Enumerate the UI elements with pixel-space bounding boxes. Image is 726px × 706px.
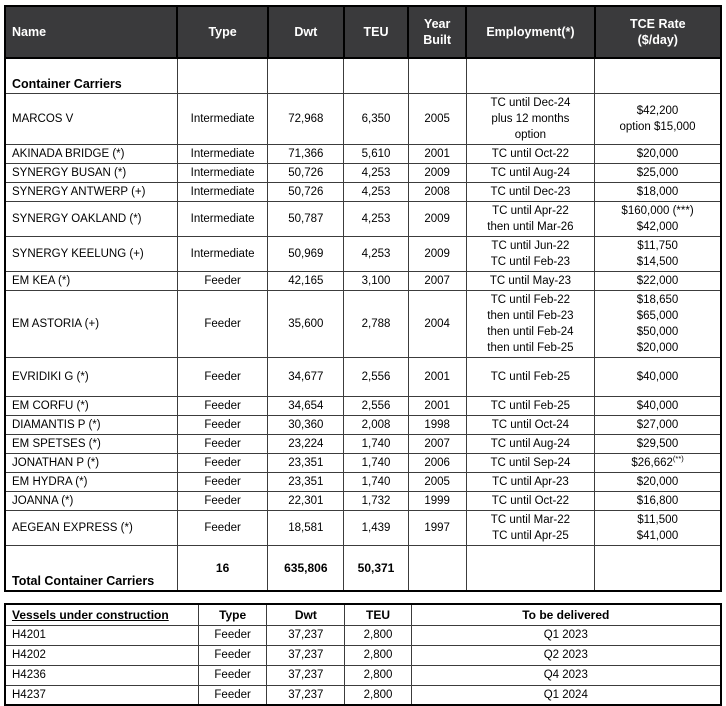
cell-text: $26,662 [631,456,673,469]
cell-line: option [514,128,547,141]
cell-type: Intermediate [177,163,267,182]
cell-teu: 4,253 [344,182,408,201]
cell-tce [595,545,721,591]
table-row [5,163,721,182]
cell-name: DIAMANTIS P (*) [5,415,177,434]
cell-name: H4202 [5,645,199,665]
cell-type: Feeder [199,625,267,645]
cell-name: Total Container Carriers [5,545,177,591]
table-row [5,625,721,645]
cell-name: JOANNA (*) [5,491,177,510]
cell-tce [595,236,721,271]
cell-line: TC until Mar-22 [490,513,571,526]
table-row [5,271,721,290]
cell-tce: $20,000 [595,472,721,491]
cell-teu: 2,556 [344,396,408,415]
cell-name: JONATHAN P (*) [5,453,177,472]
cell-teu: 1,732 [344,491,408,510]
cell-name: Container Carriers [5,58,177,93]
col-header-teu: TEU [344,6,408,58]
table-row [5,685,721,705]
cell-type [177,58,267,93]
table-row [5,396,721,415]
cell-employment [466,545,594,591]
cell-teu: 2,800 [345,645,411,665]
cell-line: $14,500 [636,255,679,268]
cell-type: Intermediate [177,236,267,271]
cell-type: Feeder [199,645,267,665]
cell-line: option $15,000 [619,120,696,133]
cell-type: Intermediate [177,201,267,236]
cell-dwt: 30,360 [268,415,344,434]
cell-line: then until Mar-26 [487,220,574,233]
cell-name: EM KEA (*) [5,271,177,290]
cell-tce: $25,000 [595,163,721,182]
cell-type: Feeder [177,357,267,396]
table-row [5,93,721,144]
cell-year: 2001 [408,396,466,415]
cell-name: SYNERGY ANTWERP (+) [5,182,177,201]
cell-delivery: Q1 2023 [411,625,721,645]
cell-name: H4201 [5,625,199,645]
cell-year: 2008 [408,182,466,201]
cell-employment: TC until Aug-24 [466,434,594,453]
cell-employment: TC until Feb-25 [466,396,594,415]
cell-dwt: 23,351 [268,453,344,472]
cell-tce [595,290,721,357]
cell-line: then until Feb-24 [487,325,574,338]
cell-teu: 4,253 [344,201,408,236]
cell-type: Feeder [177,453,267,472]
cell-teu [344,58,408,93]
cell-dwt [268,58,344,93]
cell-type: Feeder [177,271,267,290]
col-header-name: Vessels under construction [5,604,199,625]
cell-employment: TC until Apr-23 [466,472,594,491]
cell-tce [595,201,721,236]
cell-employment: TC until May-23 [466,271,594,290]
cell-type: Feeder [199,665,267,685]
table-row [5,434,721,453]
cell-year: 2007 [408,434,466,453]
table-row [5,472,721,491]
cell-line: Built [423,33,452,47]
cell-employment: TC until Feb-25 [466,357,594,396]
cell-dwt: 50,787 [268,201,344,236]
cell-line: $11,750 [637,239,678,252]
fleet-table [4,5,722,592]
table-spacer [4,592,722,603]
cell-tce: $20,000 [595,144,721,163]
cell-year: 2001 [408,144,466,163]
cell-line: then until Feb-25 [487,341,574,354]
cell-year: 1999 [408,491,466,510]
cell-dwt: 23,224 [268,434,344,453]
cell-type: Feeder [177,491,267,510]
cell-year: 2004 [408,290,466,357]
fleet-table-header [5,6,721,58]
cell-line: then until Feb-23 [487,309,574,322]
table-row [5,201,721,236]
cell-year: 2005 [408,472,466,491]
cell-tce [595,58,721,93]
cell-teu: 2,788 [344,290,408,357]
cell-line: Year [423,17,451,31]
cell-teu: 2,008 [344,415,408,434]
col-header-type: Type [199,604,267,625]
cell-name: AEGEAN EXPRESS (*) [5,510,177,545]
cell-teu: 5,610 [344,144,408,163]
cell-teu: 50,371 [344,545,408,591]
cell-teu: 2,800 [345,685,411,705]
cell-name: EM SPETSES (*) [5,434,177,453]
cell-employment [466,236,594,271]
cell-line: $160,000 (***) [621,204,694,217]
cell-dwt: 34,654 [268,396,344,415]
cell-line: TC until Feb-22 [490,293,571,306]
header-row [5,6,721,58]
cell-name: EM HYDRA (*) [5,472,177,491]
col-header-dwt: Dwt [268,6,344,58]
cell-name: MARCOS V [5,93,177,144]
cell-line: plus 12 months [491,112,570,125]
cell-employment: TC until Dec-23 [466,182,594,201]
cell-tce: $29,500 [595,434,721,453]
cell-name: H4237 [5,685,199,705]
col-header-type: Type [177,6,267,58]
cell-tce: $16,800 [595,491,721,510]
cell-line: TC until Jun-22 [491,239,570,252]
cell-year: 2009 [408,236,466,271]
cell-type: Feeder [199,685,267,705]
cell-dwt: 37,237 [267,665,345,685]
cell-name: EM CORFU (*) [5,396,177,415]
cell-type: Intermediate [177,93,267,144]
table-row [5,236,721,271]
cell-year: 1997 [408,510,466,545]
cell-line: TCE Rate [630,17,686,31]
cell-dwt: 50,969 [268,236,344,271]
cell-employment: TC until Sep-24 [466,453,594,472]
cell-name: SYNERGY KEELUNG (+) [5,236,177,271]
cell-type: Intermediate [177,144,267,163]
cell-tce: $40,000 [595,357,721,396]
cell-year: 2006 [408,453,466,472]
cell-type: Feeder [177,510,267,545]
table-row [5,58,721,93]
table-row [5,645,721,665]
cell-year: 2005 [408,93,466,144]
table-row [5,144,721,163]
cell-name: AKINADA BRIDGE (*) [5,144,177,163]
table-row [5,665,721,685]
cell-employment [466,510,594,545]
cell-teu: 6,350 [344,93,408,144]
cell-name: SYNERGY OAKLAND (*) [5,201,177,236]
table-row [5,453,721,472]
cell-tce: $27,000 [595,415,721,434]
cell-teu: 2,800 [345,625,411,645]
cell-year: 1998 [408,415,466,434]
newbuild-table-body [5,625,721,705]
cell-line: TC until Apr-25 [492,529,569,542]
cell-teu: 1,740 [344,472,408,491]
cell-employment [466,58,594,93]
col-header-year [408,6,466,58]
cell-teu: 2,556 [344,357,408,396]
table-row [5,290,721,357]
cell-teu: 1,740 [344,434,408,453]
cell-line: TC until Feb-23 [490,255,571,268]
cell-dwt: 71,366 [268,144,344,163]
cell-teu: 2,800 [345,665,411,685]
cell-teu: 4,253 [344,163,408,182]
cell-line: $65,000 [636,309,679,322]
cell-employment: TC until Oct-22 [466,491,594,510]
cell-dwt: 635,806 [268,545,344,591]
cell-tce: $22,000 [595,271,721,290]
cell-name: EM ASTORIA (+) [5,290,177,357]
cell-name: EVRIDIKI G (*) [5,357,177,396]
cell-teu: 3,100 [344,271,408,290]
cell-type: Intermediate [177,182,267,201]
cell-year [408,545,466,591]
cell-year [408,58,466,93]
cell-tce [595,453,721,472]
col-header-delivery: To be delivered [411,604,721,625]
cell-delivery: Q1 2024 [411,685,721,705]
table-row [5,510,721,545]
table-row [5,545,721,591]
cell-dwt: 18,581 [268,510,344,545]
cell-dwt: 34,677 [268,357,344,396]
cell-tce [595,510,721,545]
cell-type: Feeder [177,434,267,453]
header-row [5,604,721,625]
cell-dwt: 37,237 [267,645,345,665]
cell-line: ($/day) [637,33,678,47]
cell-year: 2009 [408,201,466,236]
cell-employment: TC until Oct-24 [466,415,594,434]
cell-employment: TC until Aug-24 [466,163,594,182]
cell-line: TC until Dec-24 [490,96,571,109]
col-header-tce [595,6,721,58]
footnote-marker: (**) [672,453,684,463]
cell-dwt: 22,301 [268,491,344,510]
cell-dwt: 37,237 [267,625,345,645]
table-row [5,415,721,434]
cell-dwt: 50,726 [268,182,344,201]
cell-teu: 1,439 [344,510,408,545]
cell-line: $41,000 [636,529,679,542]
table-row [5,182,721,201]
cell-line: $42,000 [636,220,679,233]
cell-dwt: 35,600 [268,290,344,357]
cell-type: 16 [177,545,267,591]
col-header-dwt: Dwt [267,604,345,625]
cell-year: 2007 [408,271,466,290]
cell-type: Feeder [177,396,267,415]
cell-dwt: 23,351 [268,472,344,491]
cell-teu: 1,740 [344,453,408,472]
cell-dwt: 42,165 [268,271,344,290]
cell-type: Feeder [177,290,267,357]
cell-teu: 4,253 [344,236,408,271]
cell-year: 2001 [408,357,466,396]
col-header-employment: Employment(*) [466,6,594,58]
cell-line: $18,650 [636,293,679,306]
table-row [5,357,721,396]
cell-employment: TC until Oct-22 [466,144,594,163]
cell-dwt: 50,726 [268,163,344,182]
cell-delivery: Q4 2023 [411,665,721,685]
cell-line: $11,500 [637,513,678,526]
col-header-teu: TEU [345,604,411,625]
cell-year: 2009 [408,163,466,182]
cell-name: SYNERGY BUSAN (*) [5,163,177,182]
cell-delivery: Q2 2023 [411,645,721,665]
cell-employment [466,201,594,236]
cell-name: H4236 [5,665,199,685]
cell-tce: $18,000 [595,182,721,201]
cell-line: $20,000 [636,341,679,354]
cell-type: Feeder [177,472,267,491]
cell-line: $42,200 [636,104,679,117]
cell-dwt: 72,968 [268,93,344,144]
newbuild-table-header [5,604,721,625]
table-row [5,491,721,510]
cell-employment [466,93,594,144]
cell-line: $50,000 [636,325,679,338]
cell-dwt: 37,237 [267,685,345,705]
cell-line: TC until Apr-22 [492,204,569,217]
cell-tce [595,93,721,144]
cell-tce: $40,000 [595,396,721,415]
cell-employment [466,290,594,357]
cell-type: Feeder [177,415,267,434]
col-header-name: Name [5,6,177,58]
fleet-table-body [5,58,721,591]
newbuild-table [4,603,722,706]
